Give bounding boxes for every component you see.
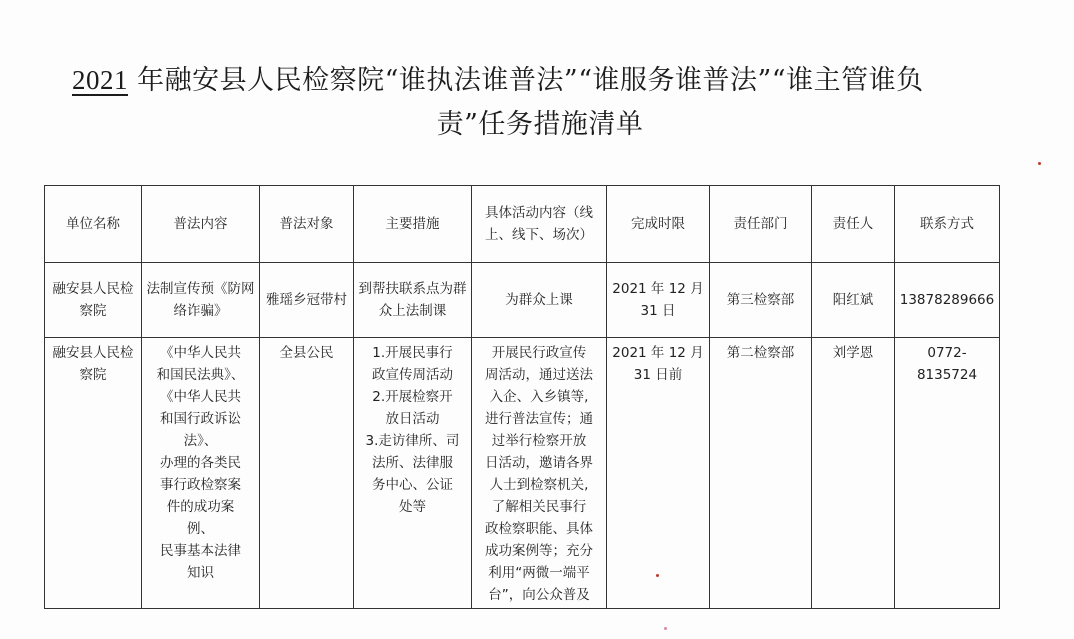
measures-line: 1.开展民事行 xyxy=(372,345,453,361)
measures-line: 3.走访律所、司 xyxy=(365,433,460,449)
cell-measures xyxy=(354,338,472,609)
content-line: 办理的各类民 xyxy=(160,455,241,471)
content-line: 知识 xyxy=(187,565,214,581)
header-activity: 具体活动内容（线上、线下、场次） xyxy=(472,186,607,263)
activity-line: 政检察职能、具体 xyxy=(485,521,593,537)
cell-target: 雅瑶乡冠带村 xyxy=(260,263,354,338)
cell-activity: 为群众上课 xyxy=(472,263,607,338)
header-deadline: 完成时限 xyxy=(607,186,710,263)
activity-line: 过举行检察开放 xyxy=(491,433,587,449)
content-line: 《中华人民共 xyxy=(160,345,241,361)
activity-line: 进行普法宣传；通 xyxy=(485,411,593,427)
header-measures: 主要措施 xyxy=(354,186,472,263)
measures-line: 政宣传周活动 xyxy=(372,367,453,383)
content-line: 和国民法典》、 xyxy=(156,367,245,383)
header-unit: 单位名称 xyxy=(45,186,142,263)
header-contact: 联系方式 xyxy=(895,186,1000,263)
header-person: 责任人 xyxy=(812,186,895,263)
cell-department: 第三检察部 xyxy=(710,263,812,338)
cell-content: 法制宣传预《防网络诈骗》 xyxy=(142,263,260,338)
cell-activity xyxy=(472,338,607,609)
content-line: 《中华人民共 xyxy=(160,389,241,405)
activity-line: 成功案例等；充分 xyxy=(485,543,593,559)
activity-line: 了解相关民事行 xyxy=(491,499,587,515)
task-table xyxy=(44,185,1000,609)
title-line-1-text: 年融安县人民检察院“谁执法谁普法”“谁服务谁普法”“谁主管谁负 xyxy=(137,65,924,96)
cell-person: 阳红斌 xyxy=(812,263,895,338)
title-line-1 xyxy=(60,58,1020,103)
content-line: 和国行政诉讼 xyxy=(160,411,241,427)
cell-deadline: 2021 年 12 月 31 日 xyxy=(607,263,710,338)
activity-line: 日活动，邀请各界 xyxy=(485,455,593,471)
activity-line: 利用“两微一端平 xyxy=(488,565,590,581)
content-line: 件的成功案 xyxy=(166,499,235,515)
cell-person: 刘学恩 xyxy=(812,338,895,609)
activity-line: 台”，向公众普及 xyxy=(488,587,590,603)
measures-line: 2.开展检察开 xyxy=(372,389,453,405)
cell-measures: 到帮扶联系点为群众上法制课 xyxy=(354,263,472,338)
cell-unit: 融安县人民检察院 xyxy=(45,338,142,609)
cell-department: 第二检察部 xyxy=(710,338,812,609)
cell-deadline: 2021 年 12 月 31 日前 xyxy=(607,338,710,609)
measures-line: 务中心、公证 xyxy=(372,477,453,493)
measures-line: 法所、法律服 xyxy=(372,455,453,471)
ink-speck xyxy=(1038,162,1041,165)
content-line: 民事基本法律 xyxy=(160,543,241,559)
table-row xyxy=(45,338,1000,609)
table-row xyxy=(45,263,1000,338)
document-title xyxy=(60,58,1020,147)
header-target: 普法对象 xyxy=(260,186,354,263)
content-line: 法》、 xyxy=(183,433,218,449)
table-header-row xyxy=(45,186,1000,263)
cell-unit: 融安县人民检察院 xyxy=(45,263,142,338)
header-department: 责任部门 xyxy=(710,186,812,263)
header-content: 普法内容 xyxy=(142,186,260,263)
content-line: 事行政检察案 xyxy=(160,477,241,493)
cell-contact: 0772-8135724 xyxy=(895,338,1000,609)
title-line-2: 责”任务措施清单 xyxy=(436,109,644,140)
cell-target: 全县公民 xyxy=(260,338,354,609)
measures-line: 放日活动 xyxy=(385,411,440,427)
activity-line: 人士到检察机关, xyxy=(489,477,589,493)
activity-line: 开展民行政宣传 xyxy=(491,345,587,361)
activity-line: 周活动，通过送法 xyxy=(485,367,593,383)
measures-line: 处等 xyxy=(399,499,426,515)
ink-speck xyxy=(656,574,659,577)
activity-line: 入企、入乡镇等, xyxy=(489,389,589,405)
ink-speck xyxy=(664,627,667,630)
cell-content xyxy=(142,338,260,609)
content-line: 例、 xyxy=(187,521,214,537)
cell-contact: 13878289666 xyxy=(895,263,1000,338)
title-year: 2021 xyxy=(72,65,128,95)
